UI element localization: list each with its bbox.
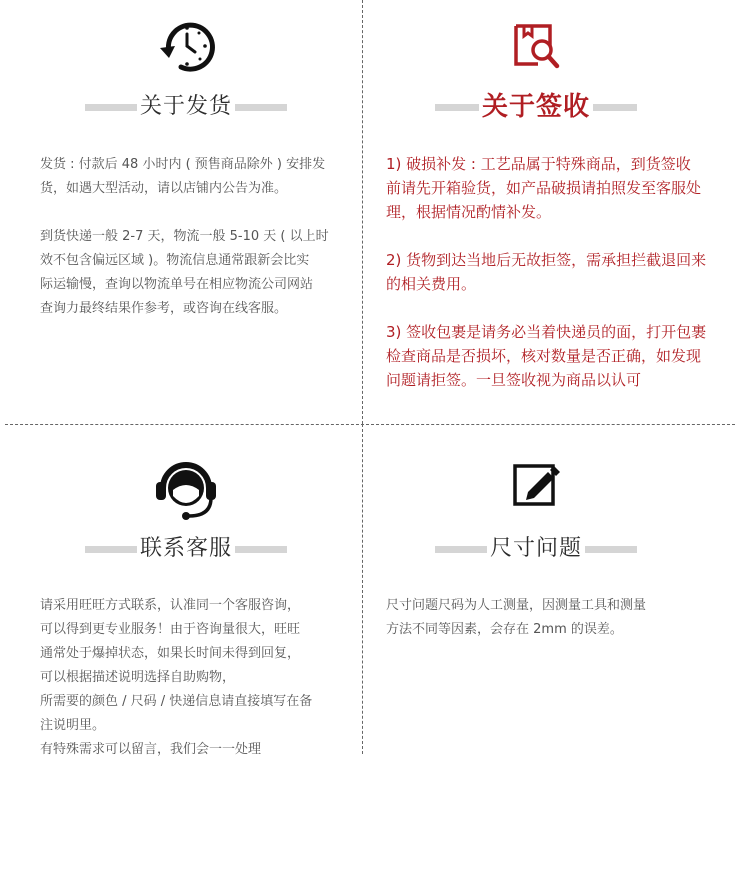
horizontal-divider xyxy=(5,424,735,425)
shipping-paragraph-1 xyxy=(40,153,350,201)
text-line: 效不包含偏远区域 )。物流信息通常跟新会比实 xyxy=(40,253,310,268)
shipping-title xyxy=(85,92,287,122)
receipt-body xyxy=(386,152,731,416)
shipping-paragraph-2 xyxy=(40,225,350,321)
text-line: 到货快递一般 2-7 天，物流一般 5-10 天 ( 以上时 xyxy=(40,229,329,244)
text-line: 方法不同等因素，会存在 2mm 的误差。 xyxy=(386,622,623,637)
text-line: 可以得到更专业服务！由于咨询量很大，旺旺 xyxy=(40,622,301,637)
service-title-text: 联系客服 xyxy=(137,536,235,561)
size-title xyxy=(435,534,637,564)
inspect-package-icon xyxy=(512,22,562,70)
text-line: 有特殊需求可以留言，我们会一一处理 xyxy=(40,742,262,757)
clock-icon xyxy=(157,16,217,76)
receipt-paragraph-3 xyxy=(386,320,731,392)
text-line: 际运输慢，查询以物流单号在相应物流公司网站 xyxy=(40,277,314,292)
text-line: 货，如遇大型活动，请以店铺内公告为准。 xyxy=(40,181,288,196)
size-body xyxy=(386,594,726,666)
text-line: 问题请拒签。一旦签收视为商品以认可 xyxy=(386,371,642,389)
text-line: 请采用旺旺方式联系，认准同一个客服咨询， xyxy=(40,598,301,613)
text-line: 所需要的颜色 / 尺码 / 快递信息请直接填写在备 xyxy=(40,694,313,709)
shipping-body xyxy=(40,153,350,345)
shipping-title-text: 关于发货 xyxy=(137,94,235,119)
receipt-paragraph-1 xyxy=(386,152,731,224)
service-body xyxy=(40,594,355,786)
text-line: 3) 签收包裹是请务必当着快递员的面，打开包裹 xyxy=(386,323,707,341)
receipt-title xyxy=(435,92,637,122)
text-line: 1) 破损补发 : 工艺品属于特殊商品，到货签收 xyxy=(386,155,691,173)
text-line: 的相关费用。 xyxy=(386,275,477,293)
text-line: 2) 货物到达当地后无故拒签，需承担拦截退回来 xyxy=(386,251,707,269)
vertical-divider-top xyxy=(362,0,363,424)
text-line: 发货 : 付款后 48 小时内 ( 预售商品除外 ) 安排发 xyxy=(40,157,326,172)
size-paragraph xyxy=(386,594,726,642)
text-line: 可以根据描述说明选择自助购物， xyxy=(40,670,236,685)
service-paragraph xyxy=(40,594,355,762)
text-line: 查询力最终结果作参考，或咨询在线客服。 xyxy=(40,301,288,316)
text-line: 检查商品是否损坏，核对数量是否正确，如发现 xyxy=(386,347,702,365)
receipt-paragraph-2 xyxy=(386,248,731,296)
vertical-divider-bottom xyxy=(362,424,363,754)
headset-agent-icon xyxy=(153,458,219,522)
text-line: 理，根据情况酌情补发。 xyxy=(386,203,552,221)
service-title xyxy=(85,534,287,564)
text-line: 尺寸问题尺码为人工测量，因测量工具和测量 xyxy=(386,598,647,613)
size-title-text: 尺寸问题 xyxy=(487,536,585,561)
receipt-title-text: 关于签收 xyxy=(479,92,593,122)
text-line: 通常处于爆掉状态，如果长时间未得到回复， xyxy=(40,646,301,661)
edit-note-icon xyxy=(512,462,560,508)
text-line: 注说明里。 xyxy=(40,718,106,733)
text-line: 前请先开箱验货，如产品破损请拍照发至客服处 xyxy=(386,179,702,197)
